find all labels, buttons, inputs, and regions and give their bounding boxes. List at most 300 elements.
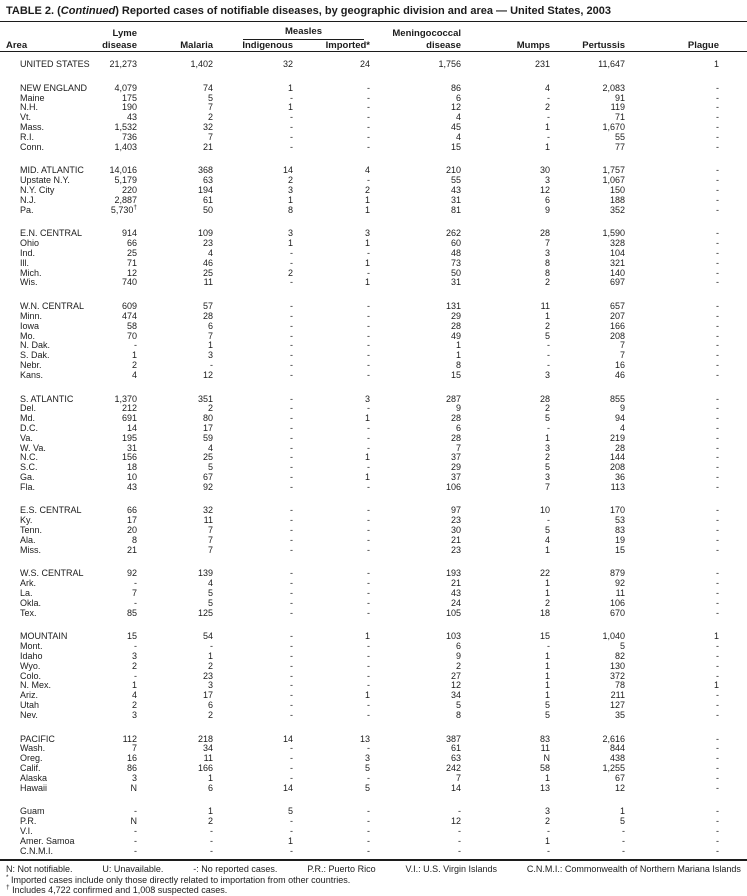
value-cell: - bbox=[210, 641, 213, 652]
value-cell: - bbox=[716, 670, 720, 681]
value-cell: 8 bbox=[545, 257, 551, 268]
area-cell: Tenn. bbox=[20, 525, 43, 536]
value-cell: 32 bbox=[202, 121, 213, 132]
value-cell: 29 bbox=[451, 310, 462, 321]
value-cell: 112 bbox=[122, 733, 137, 744]
value-cell: 17 bbox=[202, 690, 213, 701]
value-cell: 30 bbox=[451, 525, 462, 536]
table-row bbox=[0, 784, 747, 794]
value-cell: 50 bbox=[451, 267, 462, 278]
area-cell: D.C. bbox=[20, 422, 38, 433]
value-cell: - bbox=[290, 772, 293, 783]
area-cell: Alaska bbox=[20, 772, 48, 783]
value-cell: 25 bbox=[202, 267, 213, 278]
value-cell: 207 bbox=[609, 310, 626, 321]
value-cell: - bbox=[622, 835, 626, 846]
value-cell: - bbox=[716, 690, 720, 701]
value-cell: - bbox=[716, 753, 720, 764]
footnote-star-text: Imported cases include only those directly related to importation from other countries. bbox=[8, 874, 351, 885]
value-cell: 27 bbox=[451, 670, 462, 681]
value-cell: 351 bbox=[197, 393, 213, 404]
value-cell: - bbox=[290, 369, 293, 380]
value-cell: 43 bbox=[451, 588, 462, 599]
value-cell: 43 bbox=[451, 184, 462, 195]
value-cell: - bbox=[367, 641, 371, 652]
value-cell: - bbox=[367, 462, 371, 473]
value-cell: - bbox=[290, 505, 293, 516]
area-cell: Wis. bbox=[20, 277, 38, 288]
value-cell: 218 bbox=[197, 733, 213, 744]
area-cell: Upstate N.Y. bbox=[20, 175, 70, 186]
header-spacer bbox=[0, 23, 98, 40]
value-cell: 54 bbox=[202, 631, 213, 642]
value-cell: - bbox=[367, 422, 371, 433]
value-cell: - bbox=[367, 515, 371, 526]
value-cell: 28 bbox=[451, 320, 462, 331]
value-cell: 94 bbox=[615, 413, 626, 424]
value-cell: 8 bbox=[545, 267, 551, 278]
value-cell: 7 bbox=[207, 102, 213, 113]
value-cell: 1,532 bbox=[114, 121, 137, 132]
value-cell: - bbox=[367, 359, 371, 370]
table-body bbox=[0, 52, 747, 857]
value-cell: - bbox=[134, 826, 137, 836]
value-cell: 211 bbox=[610, 690, 626, 701]
value-cell: 17 bbox=[202, 422, 213, 433]
value-cell: - bbox=[134, 578, 137, 589]
value-cell: 1 bbox=[714, 680, 720, 691]
table-header bbox=[0, 23, 747, 52]
value-cell: 208 bbox=[609, 330, 626, 341]
value-cell: - bbox=[367, 310, 371, 321]
value-cell: - bbox=[716, 700, 720, 711]
value-cell: - bbox=[367, 544, 371, 555]
table-row bbox=[0, 618, 747, 642]
value-cell: - bbox=[367, 534, 371, 545]
value-cell: 6 bbox=[207, 700, 213, 711]
table-row bbox=[0, 341, 747, 351]
title-suffix: ) Reported cases of notifiable diseases, by geographic division and area — United States, 2003 bbox=[115, 5, 611, 17]
area-cell: Del. bbox=[20, 403, 37, 414]
value-cell: 32 bbox=[282, 59, 293, 69]
value-cell: - bbox=[210, 359, 213, 370]
value-cell: 697 bbox=[609, 277, 626, 288]
area-cell: V.I. bbox=[20, 826, 33, 836]
value-cell: - bbox=[290, 277, 293, 288]
value-cell: 119 bbox=[610, 102, 626, 113]
value-cell: - bbox=[547, 112, 551, 123]
value-cell: - bbox=[367, 267, 371, 278]
area-cell: N.C. bbox=[20, 452, 38, 463]
value-cell: - bbox=[367, 82, 371, 93]
value-cell: 11,647 bbox=[598, 59, 626, 69]
value-cell: 2 bbox=[545, 403, 551, 414]
table-row bbox=[0, 361, 747, 371]
table-row bbox=[0, 652, 747, 662]
value-cell: 6 bbox=[207, 782, 213, 793]
value-cell: 740 bbox=[121, 277, 137, 288]
value-cell: 20 bbox=[126, 525, 137, 536]
value-cell: 609 bbox=[121, 301, 137, 312]
value-cell: 23 bbox=[202, 670, 213, 681]
value-cell: 438 bbox=[609, 753, 626, 764]
value-cell: - bbox=[716, 651, 720, 662]
legend-virgin-islands: V.I.: U.S. Virgin Islands bbox=[405, 863, 497, 874]
value-cell: 15 bbox=[540, 631, 551, 642]
value-cell: - bbox=[210, 826, 213, 836]
value-cell: 86 bbox=[451, 82, 462, 93]
value-cell: - bbox=[367, 141, 371, 152]
value-cell: 34 bbox=[202, 743, 213, 754]
value-cell: 81 bbox=[451, 204, 462, 215]
value-cell: - bbox=[290, 247, 293, 258]
value-cell: - bbox=[290, 763, 293, 774]
value-cell: - bbox=[547, 92, 551, 103]
value-cell: 45 bbox=[451, 121, 462, 132]
area-cell: N.Y. City bbox=[20, 184, 55, 195]
value-cell: - bbox=[716, 534, 720, 545]
value-cell: 2 bbox=[545, 597, 551, 608]
value-cell: - bbox=[290, 607, 293, 618]
value-cell: 1 bbox=[545, 680, 551, 691]
table-row bbox=[0, 721, 747, 745]
area-cell: Mich. bbox=[20, 267, 42, 278]
value-cell: - bbox=[547, 641, 551, 652]
value-cell: 3 bbox=[131, 651, 137, 662]
value-cell: 5 bbox=[287, 806, 293, 817]
value-cell: 31 bbox=[451, 277, 462, 288]
value-cell: - bbox=[290, 845, 293, 856]
table-row bbox=[0, 123, 747, 133]
area-cell: Minn. bbox=[20, 310, 43, 321]
value-cell: 22 bbox=[540, 568, 551, 579]
value-cell: 37 bbox=[451, 452, 462, 463]
value-cell: 70 bbox=[126, 330, 137, 341]
value-cell: 61 bbox=[451, 743, 462, 754]
area-cell: Ill. bbox=[20, 257, 29, 268]
table-row bbox=[0, 434, 747, 444]
value-cell: - bbox=[134, 597, 137, 608]
area-cell: NEW ENGLAND bbox=[20, 82, 88, 93]
value-cell: 1,756 bbox=[438, 59, 462, 69]
area-cell: Mont. bbox=[20, 641, 43, 652]
value-cell: 1 bbox=[287, 102, 293, 113]
value-cell: 5 bbox=[545, 330, 551, 341]
value-cell: 150 bbox=[609, 184, 626, 195]
table-row bbox=[0, 536, 747, 546]
area-cell: MID. ATLANTIC bbox=[20, 165, 84, 176]
value-cell: 5 bbox=[207, 597, 213, 608]
value-cell: 1 bbox=[365, 277, 371, 288]
value-cell: 109 bbox=[197, 228, 213, 239]
value-cell: 25 bbox=[126, 247, 137, 258]
value-cell: 63 bbox=[451, 753, 462, 764]
value-cell: - bbox=[716, 588, 720, 599]
value-cell: 5 bbox=[365, 763, 371, 774]
value-cell: 670 bbox=[609, 607, 626, 618]
value-cell: 28 bbox=[202, 310, 213, 321]
value-cell: - bbox=[290, 432, 293, 443]
value-cell: 4 bbox=[620, 422, 626, 433]
value-cell: 188 bbox=[609, 194, 626, 205]
value-cell: 60 bbox=[451, 238, 462, 249]
value-cell: 83 bbox=[615, 525, 626, 536]
table-row bbox=[0, 793, 747, 817]
value-cell: - bbox=[716, 165, 720, 176]
legend-no-reported-cases: -: No reported cases. bbox=[193, 863, 278, 874]
value-cell: 11 bbox=[203, 753, 213, 764]
area-cell: Amer. Samoa bbox=[20, 835, 75, 846]
value-cell: 474 bbox=[121, 310, 137, 321]
table-row bbox=[0, 176, 747, 186]
abbreviation-legend bbox=[6, 864, 741, 875]
value-cell: 166 bbox=[197, 763, 213, 774]
table-row bbox=[0, 589, 747, 599]
value-cell: 1 bbox=[287, 194, 293, 205]
area-cell: Ark. bbox=[20, 578, 37, 589]
area-cell: Mo. bbox=[20, 330, 36, 341]
value-cell: - bbox=[134, 670, 137, 681]
value-cell: - bbox=[290, 753, 293, 764]
value-cell: 18 bbox=[540, 607, 551, 618]
table-row bbox=[0, 288, 747, 312]
value-cell: 127 bbox=[609, 700, 626, 711]
value-cell: - bbox=[134, 806, 137, 817]
table-row bbox=[0, 827, 747, 837]
value-cell: 5,179 bbox=[114, 175, 137, 186]
value-cell: - bbox=[716, 743, 720, 754]
value-cell: - bbox=[367, 175, 371, 186]
value-cell: 28 bbox=[451, 413, 462, 424]
area-cell: N. Dak. bbox=[20, 340, 51, 351]
value-cell: 219 bbox=[609, 432, 626, 443]
table-row bbox=[0, 672, 747, 682]
value-cell: 21 bbox=[451, 534, 462, 545]
value-cell: - bbox=[210, 835, 213, 846]
table-row bbox=[0, 492, 747, 516]
value-cell: 1 bbox=[131, 350, 137, 361]
value-cell: 12 bbox=[202, 369, 213, 380]
value-cell: - bbox=[716, 204, 720, 215]
value-cell: 879 bbox=[609, 568, 626, 579]
value-cell: - bbox=[716, 121, 720, 132]
value-cell: - bbox=[290, 481, 293, 492]
value-cell: 58 bbox=[126, 320, 137, 331]
value-cell: 195 bbox=[121, 432, 137, 443]
area-cell: E.S. CENTRAL bbox=[20, 505, 82, 516]
value-cell: - bbox=[290, 310, 293, 321]
value-cell: 1 bbox=[207, 772, 213, 783]
value-cell: 23 bbox=[451, 515, 462, 526]
value-cell: - bbox=[716, 393, 720, 404]
value-cell: - bbox=[290, 631, 293, 642]
value-cell: - bbox=[134, 340, 137, 351]
value-cell: 8 bbox=[456, 709, 462, 720]
value-cell: 7 bbox=[207, 330, 213, 341]
value-cell: - bbox=[290, 700, 293, 711]
footnote-star-symbol: * bbox=[6, 873, 9, 881]
value-cell: 1 bbox=[365, 204, 371, 215]
footnote-imported bbox=[6, 875, 741, 886]
value-cell: 2 bbox=[287, 267, 293, 278]
value-cell: - bbox=[367, 816, 371, 827]
table-row bbox=[0, 103, 747, 113]
table-row bbox=[0, 332, 747, 342]
area-cell: N.J. bbox=[20, 194, 37, 205]
value-cell: - bbox=[367, 835, 371, 846]
value-cell: - bbox=[290, 641, 293, 652]
value-cell: 130 bbox=[609, 660, 626, 671]
value-cell: - bbox=[716, 816, 720, 827]
value-cell: 15 bbox=[451, 369, 462, 380]
value-cell: 31 bbox=[451, 194, 462, 205]
value-cell: 2 bbox=[131, 660, 137, 671]
value-cell: - bbox=[290, 544, 293, 555]
value-cell: 57 bbox=[202, 301, 213, 312]
mmwr-table-page bbox=[0, 5, 747, 896]
area-cell: Ind. bbox=[20, 247, 36, 258]
value-cell: - bbox=[622, 845, 626, 856]
value-cell: 4 bbox=[207, 442, 213, 453]
value-cell: 58 bbox=[540, 763, 551, 774]
value-cell: - bbox=[716, 481, 720, 492]
area-cell: Iowa bbox=[20, 320, 40, 331]
value-cell: 67 bbox=[202, 471, 213, 482]
value-cell: 106 bbox=[445, 481, 462, 492]
value-cell: 231 bbox=[534, 59, 551, 69]
value-cell: - bbox=[290, 92, 293, 103]
col-header-malaria: Malaria bbox=[180, 39, 213, 51]
value-cell: 66 bbox=[126, 238, 137, 249]
value-cell: 4 bbox=[131, 369, 137, 380]
area-cell: Miss. bbox=[20, 544, 41, 555]
value-cell: 2 bbox=[207, 403, 213, 414]
value-cell: - bbox=[716, 359, 720, 370]
value-cell: 2 bbox=[545, 277, 551, 288]
value-cell: 144 bbox=[609, 452, 626, 463]
value-cell: 12 bbox=[615, 782, 626, 793]
table-row bbox=[0, 473, 747, 483]
footnote-dagger-symbol: † bbox=[6, 884, 10, 892]
value-cell: 736 bbox=[121, 131, 137, 142]
value-cell: - bbox=[367, 301, 371, 312]
value-cell: 8 bbox=[287, 204, 293, 215]
value-cell: - bbox=[716, 131, 720, 142]
value-cell: 97 bbox=[451, 505, 462, 516]
table-row bbox=[0, 774, 747, 784]
value-cell: 55 bbox=[615, 131, 626, 142]
value-cell: - bbox=[290, 121, 293, 132]
value-cell: - bbox=[716, 422, 720, 433]
area-cell: Calif. bbox=[20, 763, 41, 774]
table-row bbox=[0, 837, 747, 847]
value-cell: 5 bbox=[365, 782, 371, 793]
value-cell: 3 bbox=[545, 247, 551, 258]
value-cell: 23 bbox=[202, 238, 213, 249]
value-cell: 3 bbox=[545, 471, 551, 482]
area-cell: Tex. bbox=[20, 607, 37, 618]
value-cell: 2,887 bbox=[114, 194, 137, 205]
value-cell: - bbox=[716, 806, 720, 817]
value-cell: 156 bbox=[121, 452, 137, 463]
value-cell: 2 bbox=[545, 452, 551, 463]
value-cell: - bbox=[367, 320, 371, 331]
value-cell: 10 bbox=[540, 505, 551, 516]
value-cell: 212 bbox=[121, 403, 137, 414]
value-cell: 6 bbox=[456, 641, 462, 652]
value-cell: 13 bbox=[540, 782, 551, 793]
value-cell: - bbox=[716, 320, 720, 331]
value-cell: - bbox=[716, 267, 720, 278]
footnote-pa-cases bbox=[6, 885, 741, 896]
value-cell: 92 bbox=[126, 568, 137, 579]
value-cell: 657 bbox=[609, 301, 626, 312]
value-cell: - bbox=[290, 359, 293, 370]
col-header-meningococcal-line2: disease bbox=[426, 39, 462, 51]
value-cell: - bbox=[367, 442, 371, 453]
area-cell: W.N. CENTRAL bbox=[20, 301, 85, 312]
value-cell: 113 bbox=[610, 481, 626, 492]
value-cell: 11 bbox=[615, 588, 626, 599]
value-cell: - bbox=[290, 403, 293, 414]
value-cell: 3 bbox=[365, 393, 371, 404]
header-spacer bbox=[141, 23, 217, 40]
table-row bbox=[0, 847, 747, 857]
value-cell: 2 bbox=[207, 709, 213, 720]
value-cell: - bbox=[716, 462, 720, 473]
value-cell: 1,757 bbox=[602, 165, 626, 176]
area-cell: Wash. bbox=[20, 743, 46, 754]
area-cell: Ariz. bbox=[20, 690, 38, 701]
value-cell: 8 bbox=[456, 359, 462, 370]
value-cell: 1 bbox=[365, 194, 371, 205]
value-cell: 91 bbox=[615, 92, 626, 103]
value-cell: 14 bbox=[282, 733, 293, 744]
value-cell: - bbox=[290, 112, 293, 123]
value-cell: - bbox=[716, 310, 720, 321]
value-cell: 1 bbox=[714, 631, 720, 642]
value-cell: 1,040 bbox=[602, 631, 626, 642]
table-row bbox=[0, 312, 747, 322]
value-cell: 13 bbox=[360, 733, 371, 744]
value-cell: - bbox=[716, 763, 720, 774]
value-cell: 3 bbox=[545, 806, 551, 817]
table-row bbox=[0, 642, 747, 652]
value-cell: 4 bbox=[207, 578, 213, 589]
value-cell: - bbox=[367, 578, 371, 589]
header-row-1 bbox=[0, 23, 747, 40]
value-cell: - bbox=[134, 641, 137, 652]
title-continued: Continued bbox=[60, 5, 116, 17]
value-cell: 66 bbox=[126, 505, 137, 516]
value-cell: 1 bbox=[287, 238, 293, 249]
table-row bbox=[0, 278, 747, 288]
value-cell: - bbox=[367, 102, 371, 113]
value-cell: 23 bbox=[451, 544, 462, 555]
value-cell: - bbox=[367, 403, 371, 414]
value-cell: 2 bbox=[365, 184, 371, 195]
table-row bbox=[0, 424, 747, 434]
table-row bbox=[0, 186, 747, 196]
value-cell: - bbox=[716, 350, 720, 361]
value-cell: 4 bbox=[131, 690, 137, 701]
value-cell: 17 bbox=[126, 515, 137, 526]
value-cell: 242 bbox=[445, 763, 462, 774]
value-cell: 220 bbox=[121, 184, 137, 195]
value-cell: 7 bbox=[620, 350, 626, 361]
value-cell: 18 bbox=[126, 462, 137, 473]
value-cell: 1 bbox=[365, 471, 371, 482]
